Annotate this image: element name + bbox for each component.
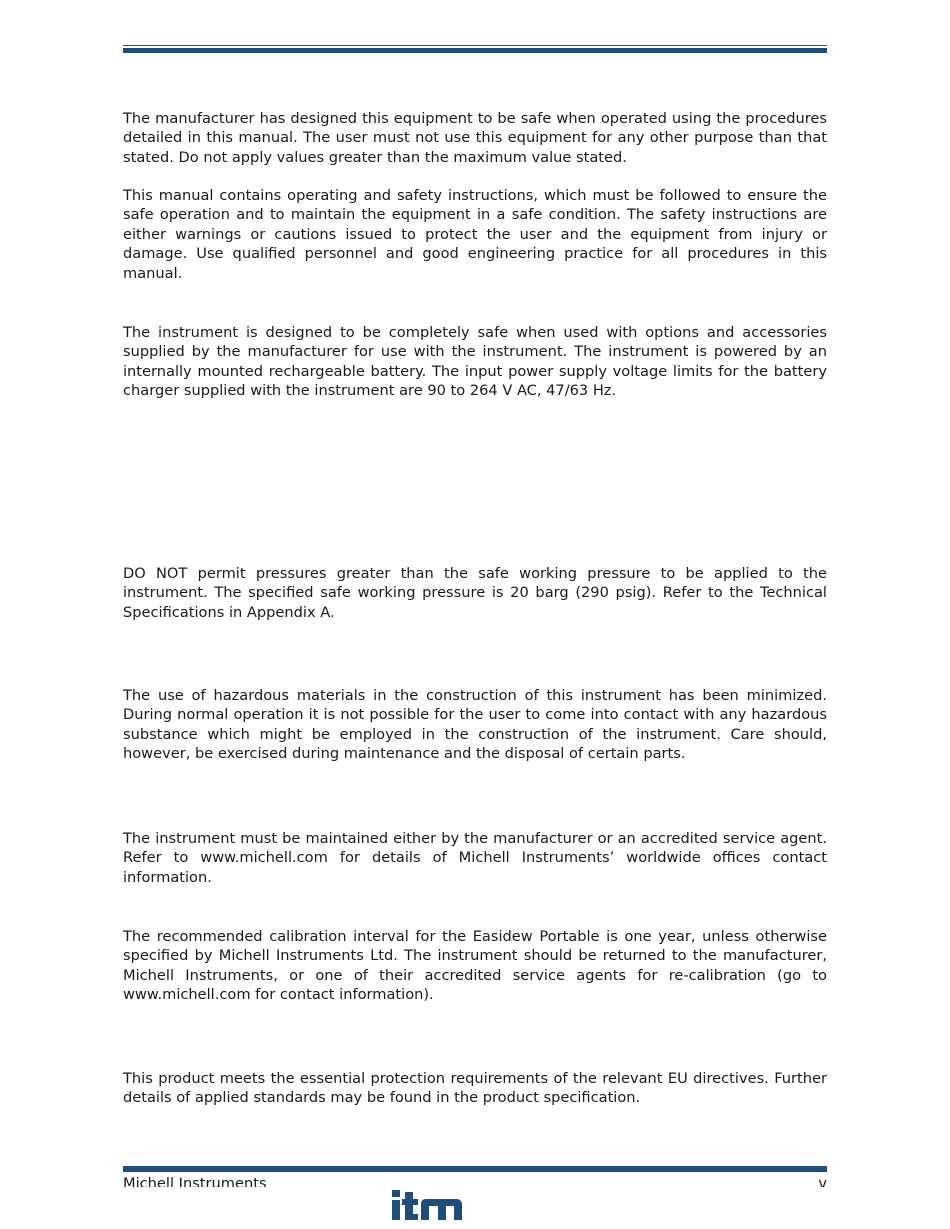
footer-rule: [123, 1166, 827, 1172]
footer-company: Michell Instruments: [123, 1175, 267, 1187]
paragraph-safety-instructions: This manual contains operating and safety instructions, which must be followed to ensure the safe operation and to maintain the equipment in a safe condition. The safety instructions are either warnings or cautions issued to protect the user and the equipment from injury or damage. Use qualified personnel and good engineering practice for all procedures in this manual.: [123, 187, 827, 282]
paragraph-repair-maintenance: The instrument must be maintained either by the manufacturer or an accredited service agent. Refer to www.michell.com for details of Michell Instruments’ worldwide offices contact information.: [123, 830, 827, 886]
itm-logo-icon: [391, 1189, 463, 1221]
header-rule-thick: [123, 48, 827, 53]
paragraph-electrical-safety: The instrument is designed to be completely safe when used with options and accessories supplied by the manufacturer for use with the instrument. The instrument is powered by an internally mounted rechargeable battery. The input power supply voltage limits for the battery charger supplied with the instrument are 90 to 264 V AC, 47/63 Hz.: [123, 324, 827, 400]
paragraph-pressure-safety: DO NOT permit pressures greater than the safe working pressure to be applied to the instrument. The specified safe working pressure is 20 barg (290 psig). Refer to the Technical Specifications in Appendix A.: [123, 565, 827, 621]
paragraph-calibration: The recommended calibration interval for the Easidew Portable is one year, unless otherwise specified by Michell Instruments Ltd. The instrument should be returned to the manufacturer, Michell Instruments, or one of their accredited service agents for re-calibration (go to www.michell.com for contact information).: [123, 928, 827, 1004]
paragraph-toxic-materials: The use of hazardous materials in the construction of this instrument has been minimized. During normal operation it is not possible for the user to come into contact with any hazardous substance which might be employed in the construction of the instrument. Care should, however, be exercised during maintenance and the disposal of certain parts.: [123, 687, 827, 763]
paragraph-intended-use: The manufacturer has designed this equipment to be safe when operated using the procedures detailed in this manual. The user must not use this equipment for any other purpose than that stated. Do not apply values greater than the maximum value stated.: [123, 110, 827, 166]
paragraph-safety-conformity: This product meets the essential protection requirements of the relevant EU directives. Further details of applied standards may be found in the product specification.: [123, 1070, 827, 1107]
footer-page-number: v: [818, 1175, 827, 1187]
header-rule-thin: [123, 45, 827, 46]
